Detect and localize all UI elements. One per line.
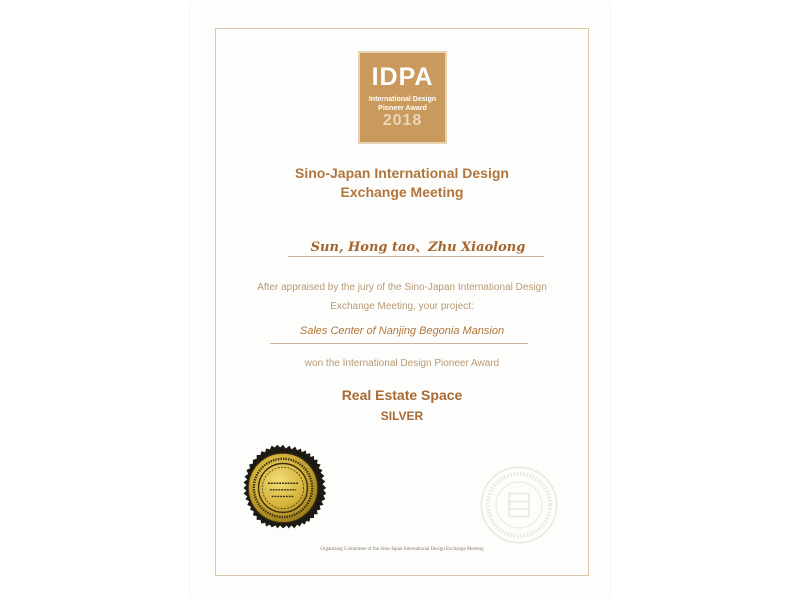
logo-subtitle-line2: Pioneer Award	[378, 105, 427, 112]
body-line2: Exchange Meeting, your project:	[330, 301, 474, 312]
award-level: SILVER	[380, 409, 424, 423]
project-underline	[270, 343, 528, 344]
body-line3: won the International Design Pioneer Award	[304, 358, 500, 369]
idpa-logo	[358, 51, 447, 144]
award-category: Real Estate Space	[341, 387, 463, 403]
logo-title: IDPA	[371, 63, 434, 91]
recipient-names: Sun, Hong tao、Zhu Xiaolong	[310, 240, 526, 255]
logo-subtitle	[360, 95, 445, 113]
recipient-underline	[288, 256, 544, 257]
event-title-line2: Exchange Meeting	[340, 184, 464, 200]
gold-seal-icon	[236, 440, 330, 534]
event-title-line1: Sino-Japan International Design	[295, 165, 509, 181]
project-name: Sales Center of Nanjing Begonia Mansion	[299, 325, 505, 337]
embossed-stamp-icon	[478, 464, 560, 546]
logo-subtitle-line1: International Design	[368, 96, 437, 103]
organizer-footer: Organizing Committee of the Sino-Japan International Design Exchange Meeting	[320, 547, 484, 552]
logo-year: 2018	[382, 112, 423, 129]
body-line1: After appraised by the jury of the Sino-Japan International Design	[257, 282, 547, 293]
